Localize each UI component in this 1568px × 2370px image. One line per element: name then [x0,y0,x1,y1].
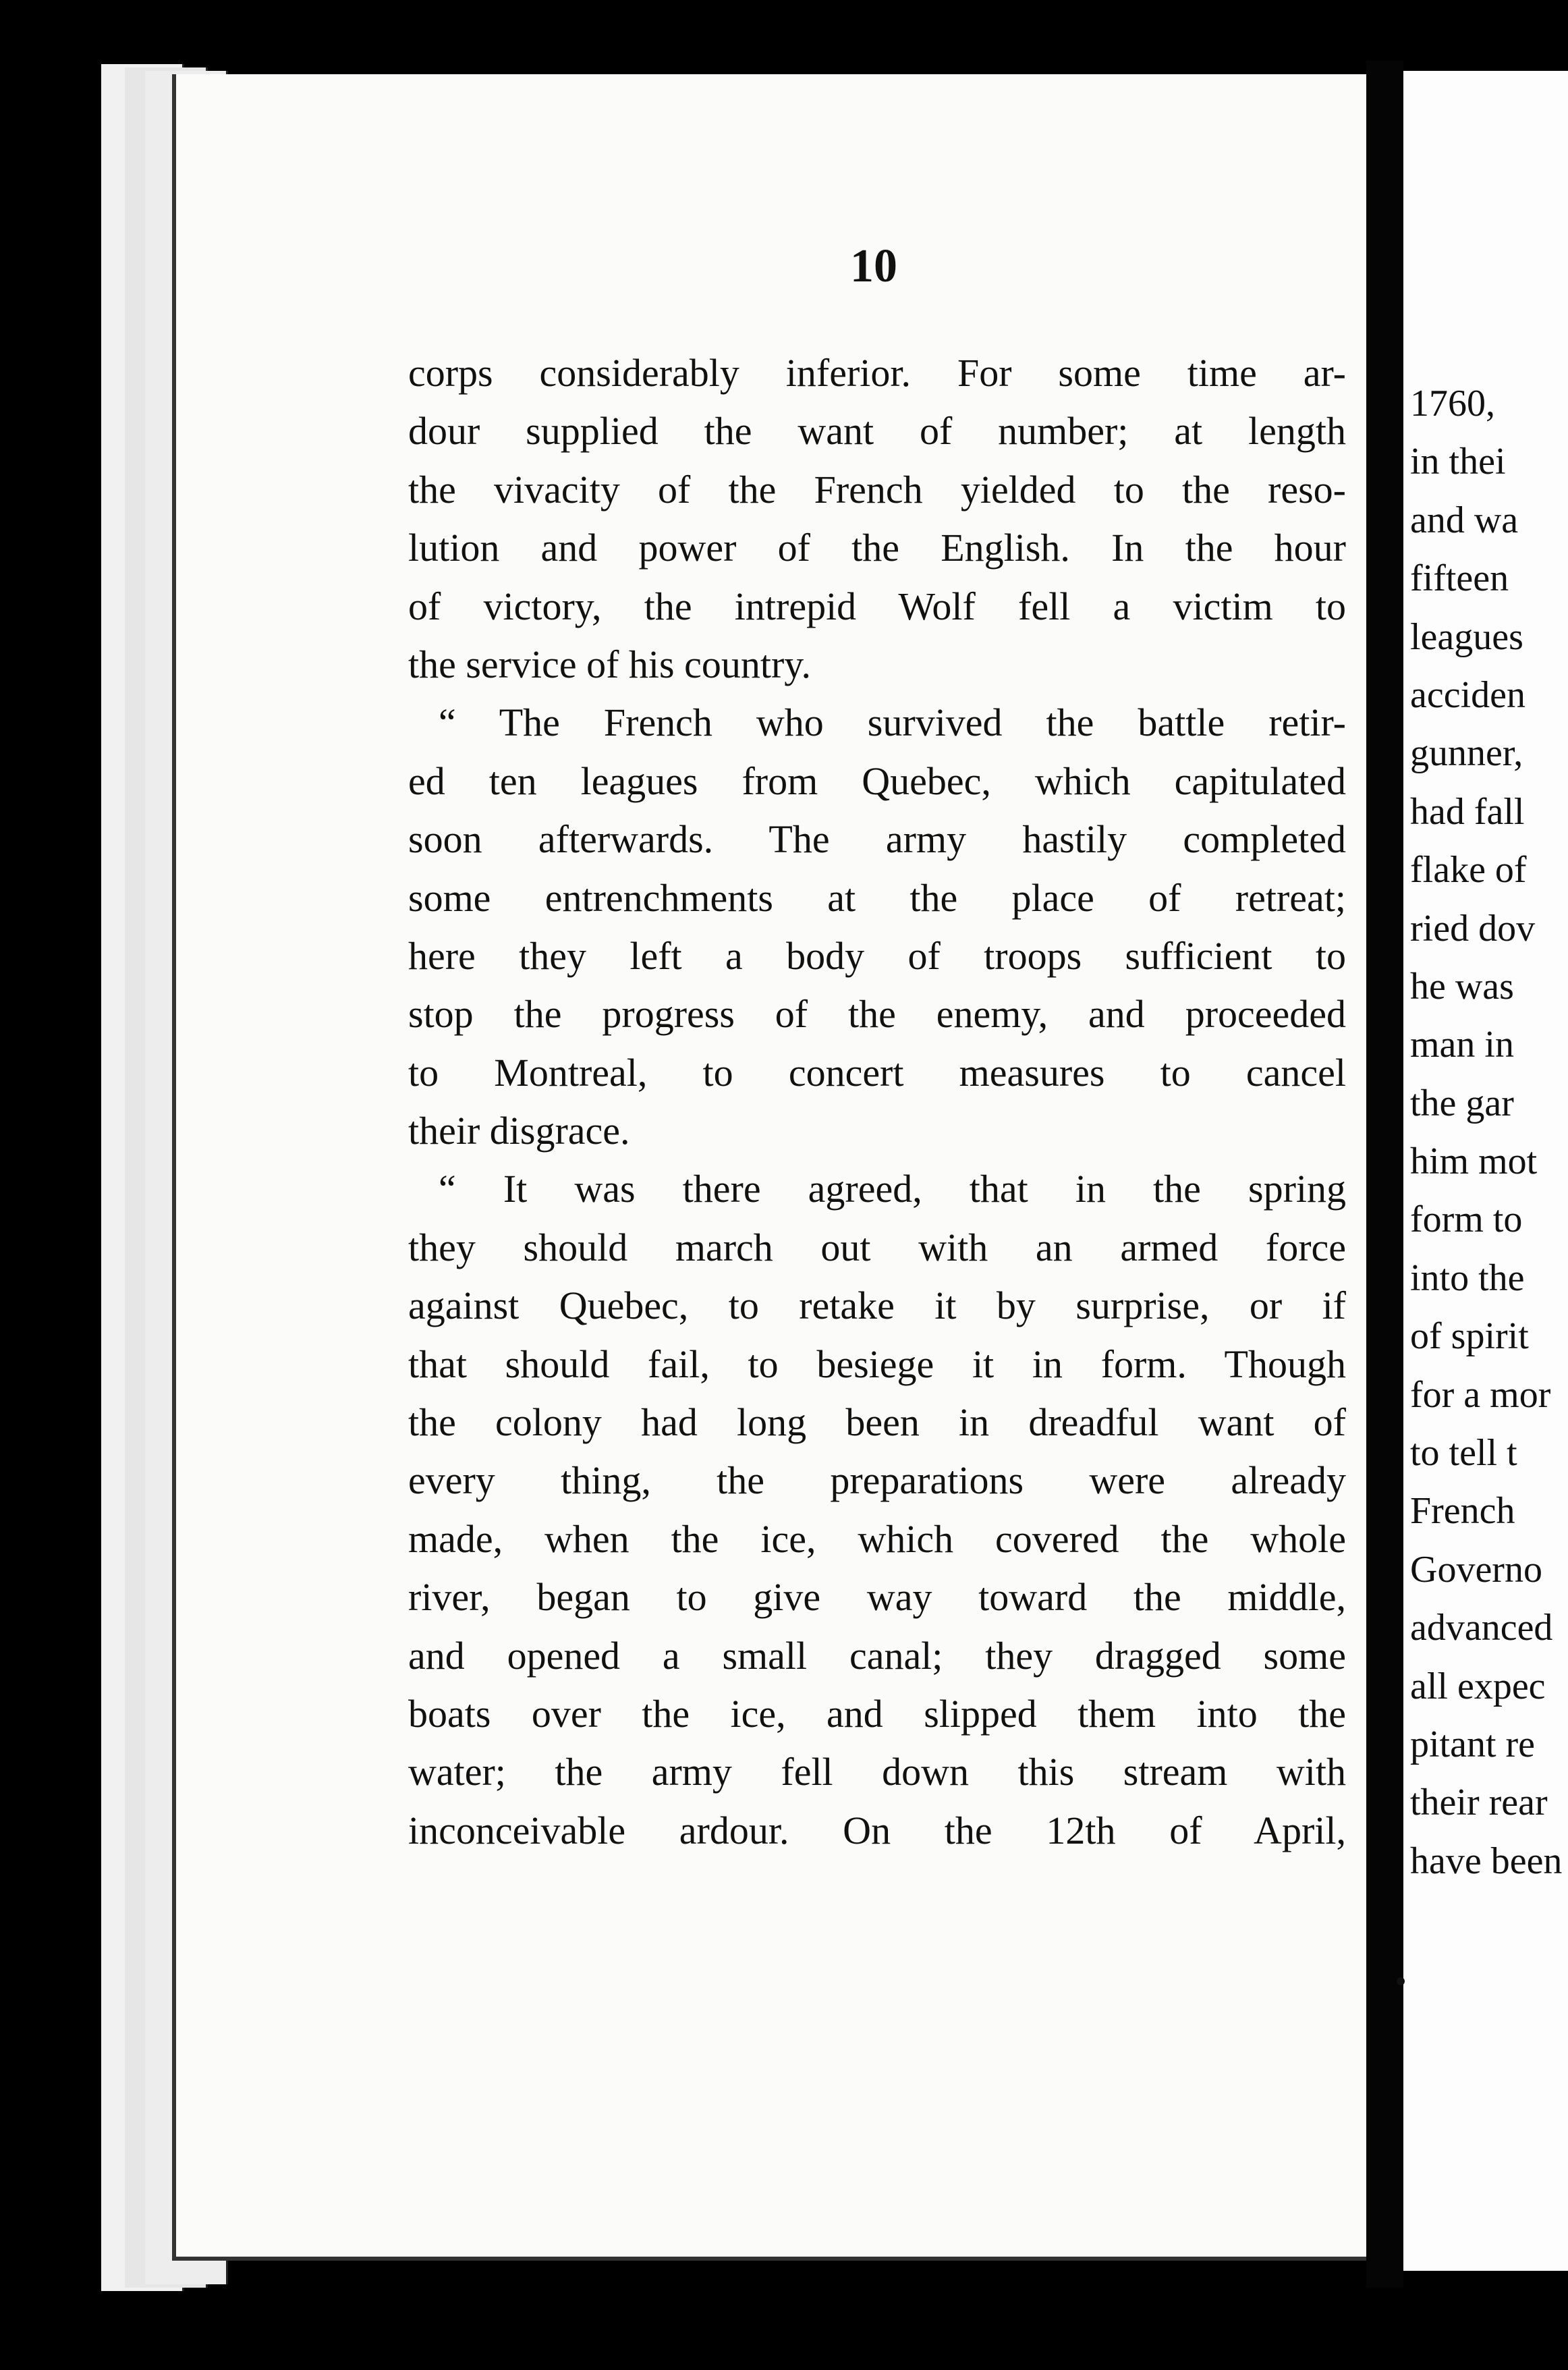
text-line: have been [1410,1840,1563,1882]
text-line: and opened a small canal; they dragged some [408,1633,1346,1678]
text-line: “ It was there agreed, that in the spring [439,1167,1346,1211]
text-line: and wa [1410,499,1519,541]
text-line: French [1410,1490,1515,1533]
text-line: the colony had long been in dreadful want of [408,1400,1346,1445]
text-line: to tell t [1410,1432,1517,1475]
text-line: leagues [1410,615,1523,658]
text-line: dour supplied the want of number; at length [408,409,1346,453]
text-line: they should march out with an armed force [408,1225,1346,1269]
text-line: some entrenchments at the place of retreat; [408,875,1346,920]
left-page-text [408,344,1346,1860]
text-line: all expec [1410,1665,1546,1707]
text-line: the vivacity of the French yielded to the reso- [408,467,1346,512]
text-line: him mot [1410,1140,1538,1183]
text-line: ried dov [1410,907,1536,949]
text-line: “ The French who survived the battle retir- [439,700,1346,745]
text-line: their rear [1410,1782,1548,1824]
text-line: boats over the ice, and slipped them into the [408,1691,1346,1736]
ink-mark [1397,1977,1405,1985]
text-line: pitant re [1410,1723,1536,1765]
text-line: into the [1410,1257,1525,1299]
text-line: acciden [1410,673,1525,716]
text-line: stop the progress of the enemy, and proceeded [408,992,1346,1037]
text-line: soon afterwards. The army hastily completed [408,817,1346,862]
text-line: against Quebec, to retake it by surprise, or if [408,1284,1346,1328]
text-line: their disgrace. [408,1109,630,1153]
text-line: fifteen [1410,557,1509,600]
text-line: that should fail, to besiege it in form. Though [408,1342,1346,1386]
text-line: he was [1410,965,1514,1008]
text-line: 1760, [1410,383,1495,424]
text-line: form to [1410,1198,1523,1241]
text-line: water; the army fell down this stream with [408,1750,1346,1794]
text-line: here they left a body of troops sufficient to [408,933,1346,978]
text-line: the service of his country. [408,642,811,686]
text-line: every thing, the preparations were already [408,1458,1346,1503]
text-line: the gar [1410,1082,1514,1124]
text-line: river, began to give way toward the middle, [408,1575,1346,1620]
text-line: gunner, [1410,732,1523,775]
right-page-text [1410,375,1568,1890]
text-line: man in [1410,1024,1514,1066]
text-line: of spirit [1410,1315,1529,1358]
text-line: made, when the ice, which covered the whole [408,1516,1346,1561]
text-line: corps considerably inferior. For some time ar- [408,351,1346,395]
text-line: Governo [1410,1548,1542,1591]
text-line: inconceivable ardour. On the 12th of April, [408,1808,1346,1852]
text-line: of victory, the intrepid Wolf fell a victim to [408,584,1346,628]
text-line: for a mor [1410,1373,1551,1416]
text-line: advanced [1410,1607,1553,1649]
text-line: flake of [1410,849,1527,891]
book-gutter [1366,61,1403,2288]
text-line: had fall [1410,790,1525,833]
text-line: in thei [1410,441,1506,483]
text-line: to Montreal, to concert measures to cancel [408,1050,1346,1095]
text-line: ed ten leagues from Quebec, which capitulated [408,759,1346,803]
text-line: lution and power of the English. In the hour [408,526,1346,570]
page-number: 10 [850,240,897,292]
